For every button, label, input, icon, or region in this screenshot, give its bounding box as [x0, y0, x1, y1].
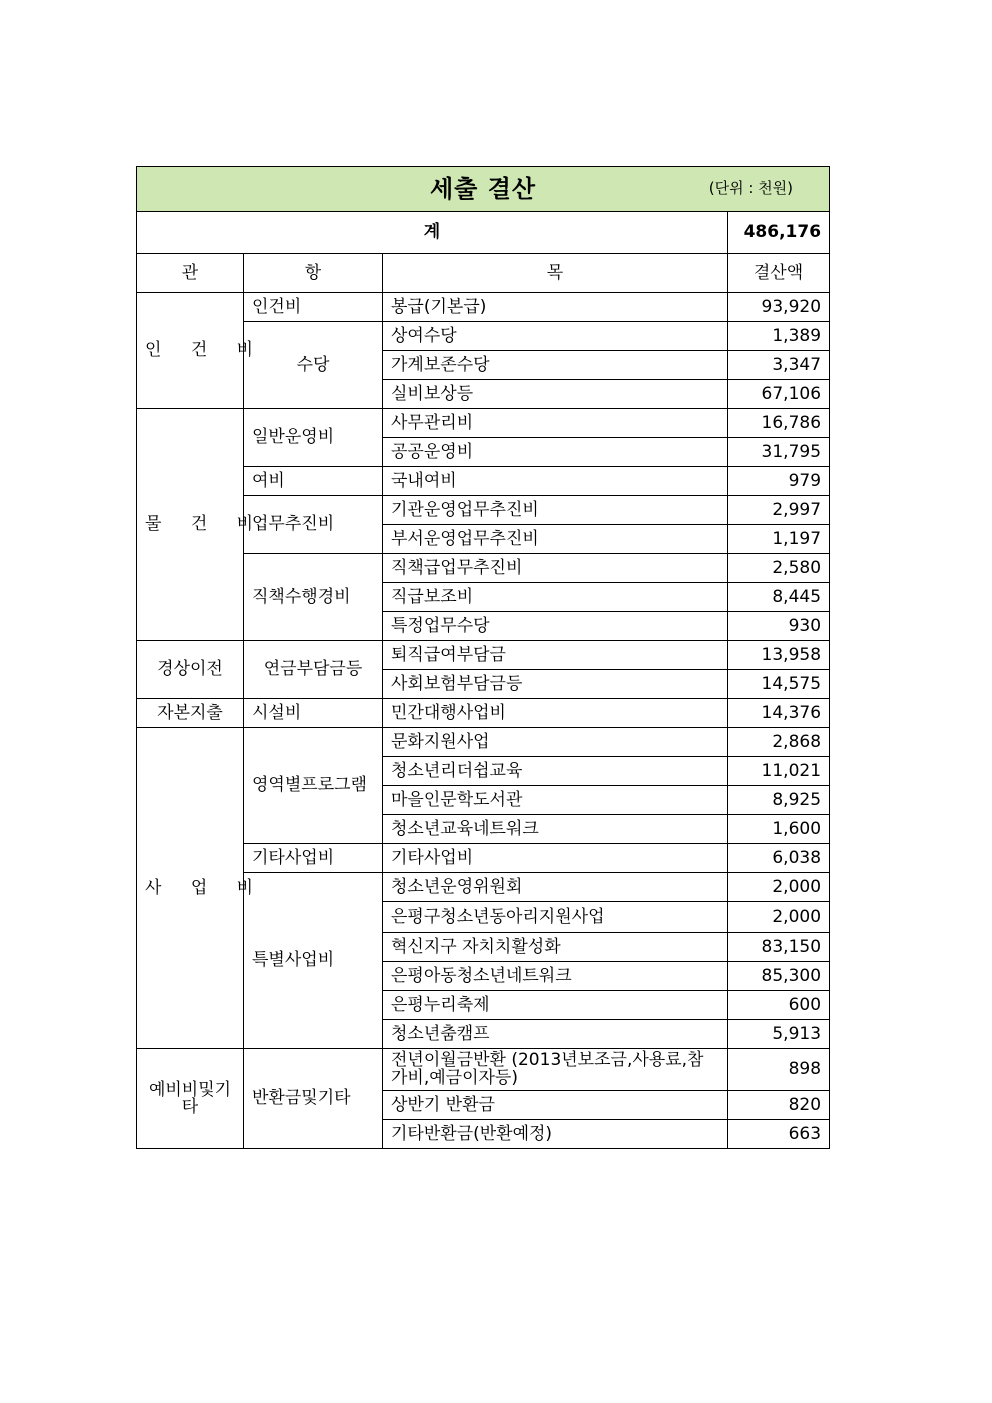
mok-cell: 부서운영업무추진비 [383, 525, 728, 554]
mok-cell: 청소년운영위원회 [383, 873, 728, 902]
amount-cell: 979 [728, 467, 830, 496]
amount-cell: 31,795 [728, 438, 830, 467]
amount-cell: 898 [728, 1049, 830, 1091]
mok-cell: 사회보험부담금등 [383, 670, 728, 699]
amount-cell: 1,600 [728, 815, 830, 844]
table-row [137, 1049, 830, 1091]
table-row [137, 293, 830, 322]
amount-cell: 3,347 [728, 351, 830, 380]
mok-cell: 실비보상등 [383, 380, 728, 409]
gwan-cell: 인 건 비 [137, 293, 244, 409]
amount-cell: 2,868 [728, 728, 830, 757]
mok-cell: 사무관리비 [383, 409, 728, 438]
mok-cell: 기관운영업무추진비 [383, 496, 728, 525]
mok-cell: 마을인문학도서관 [383, 786, 728, 815]
amount-cell: 85,300 [728, 962, 830, 991]
mok-cell: 전년이월금반환 (2013년보조금,사용료,참가비,예금이자등) [383, 1049, 728, 1091]
hang-cell: 기타사업비 [244, 844, 383, 873]
amount-cell: 600 [728, 991, 830, 1020]
hang-cell: 반환금및기타 [244, 1049, 383, 1149]
mok-cell: 기타사업비 [383, 844, 728, 873]
mok-cell: 청소년리더쉽교육 [383, 757, 728, 786]
mok-cell: 직급보조비 [383, 583, 728, 612]
gwan-cell: 사 업 비 [137, 728, 244, 1049]
amount-cell: 67,106 [728, 380, 830, 409]
mok-cell: 상반기 반환금 [383, 1091, 728, 1120]
mok-cell: 은평아동청소년네트워크 [383, 962, 728, 991]
amount-cell: 2,997 [728, 496, 830, 525]
header-hang: 항 [244, 254, 383, 293]
amount-cell: 8,445 [728, 583, 830, 612]
amount-cell: 2,000 [728, 873, 830, 902]
hang-cell: 시설비 [244, 699, 383, 728]
mok-cell: 청소년교육네트워크 [383, 815, 728, 844]
amount-cell: 16,786 [728, 409, 830, 438]
table-row [137, 641, 830, 670]
header-gwan: 관 [137, 254, 244, 293]
amount-cell: 930 [728, 612, 830, 641]
mok-cell: 공공운영비 [383, 438, 728, 467]
hang-cell: 인건비 [244, 293, 383, 322]
total-value: 486,176 [728, 212, 830, 254]
mok-cell: 퇴직급여부담금 [383, 641, 728, 670]
mok-cell: 문화지원사업 [383, 728, 728, 757]
amount-cell: 14,575 [728, 670, 830, 699]
amount-cell: 2,580 [728, 554, 830, 583]
mok-cell: 은평누리축제 [383, 991, 728, 1020]
hang-cell: 여비 [244, 467, 383, 496]
budget-table [136, 166, 830, 1149]
hang-cell: 업무추진비 [244, 496, 383, 554]
mok-cell: 혁신지구 자치치활성화 [383, 933, 728, 962]
amount-cell: 8,925 [728, 786, 830, 815]
hang-cell: 연금부담금등 [244, 641, 383, 699]
mok-cell: 직책급업무추진비 [383, 554, 728, 583]
gwan-cell: 경상이전 [137, 641, 244, 699]
header-row [137, 254, 830, 293]
unit-label: (단위 : 천원) [708, 179, 794, 197]
mok-cell: 기타반환금(반환예정) [383, 1120, 728, 1149]
hang-cell: 일반운영비 [244, 409, 383, 467]
header-amount: 결산액 [728, 254, 830, 293]
amount-cell: 13,958 [728, 641, 830, 670]
title-cell [137, 167, 830, 212]
mok-cell: 봉급(기본급) [383, 293, 728, 322]
gwan-cell: 물 건 비 [137, 409, 244, 641]
total-label: 계 [137, 212, 728, 254]
mok-cell: 가계보존수당 [383, 351, 728, 380]
table-row [137, 409, 830, 438]
amount-cell: 1,389 [728, 322, 830, 351]
amount-cell: 820 [728, 1091, 830, 1120]
mok-cell: 상여수당 [383, 322, 728, 351]
amount-cell: 6,038 [728, 844, 830, 873]
amount-cell: 663 [728, 1120, 830, 1149]
hang-cell: 특별사업비 [244, 873, 383, 1049]
title-row [137, 167, 830, 212]
hang-cell: 직책수행경비 [244, 554, 383, 641]
amount-cell: 14,376 [728, 699, 830, 728]
amount-cell: 5,913 [728, 1020, 830, 1049]
mok-cell: 국내여비 [383, 467, 728, 496]
hang-cell: 영역별프로그램 [244, 728, 383, 844]
mok-cell: 은평구청소년동아리지원사업 [383, 902, 728, 933]
table-body [137, 167, 830, 1149]
amount-cell: 93,920 [728, 293, 830, 322]
mok-cell: 민간대행사업비 [383, 699, 728, 728]
total-row [137, 212, 830, 254]
amount-cell: 1,197 [728, 525, 830, 554]
mok-cell: 특정업무수당 [383, 612, 728, 641]
header-mok: 목 [383, 254, 728, 293]
hang-cell: 수당 [244, 322, 383, 409]
table-title: 세출 결산 [429, 174, 537, 203]
amount-cell: 83,150 [728, 933, 830, 962]
table-row [137, 728, 830, 757]
amount-cell: 11,021 [728, 757, 830, 786]
table-row [137, 699, 830, 728]
amount-cell: 2,000 [728, 902, 830, 933]
mok-cell: 청소년춤캠프 [383, 1020, 728, 1049]
gwan-cell: 자본지출 [137, 699, 244, 728]
gwan-cell: 예비비및기타 [137, 1049, 244, 1149]
